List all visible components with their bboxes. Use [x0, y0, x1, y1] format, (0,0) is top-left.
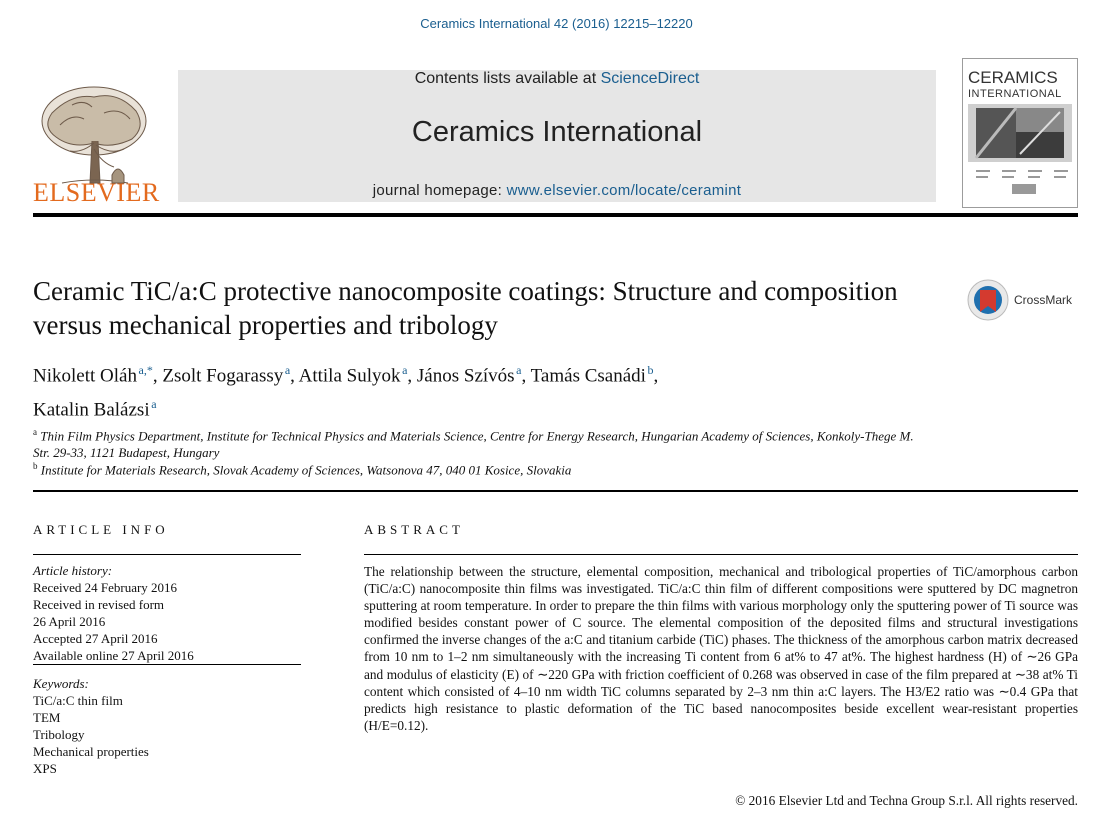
crossmark-icon[interactable] — [966, 278, 1010, 322]
abstract-body: The relationship between the structure, elemental composition, mechanical and tribological properties of TiC/amorphous carbon (TiC/a:C) nanocomposite thin films was investigated. TiC/a:C thin film of different compositions were sputtered by DC magnetron sputtering at room temperature. In order to prepare the thin films with various morphology only the sputtering power of Ti source was modified besides constant power of C source. The elemental composition of the deposited films and structural investigations confirmed the inverse changes of the a:C and titanium carbide (TiC) phases. The thickness of the amorphous carbon matrix decreased from 10 nm to 1–2 nm simultaneously with the increasing Ti content from 6 at% to 47 at%. The highest hardness (H) of ∼26 GPa and modulus of elasticity (E) of ∼220 GPa with friction coefficient of 0.268 was observed in case of the film prepared at ∼38 at% Ti content which consisted of 4–10 nm width TiC columns separated by 2–3 nm thin a:C layers. The H3/E2 ratio was ∼0.4 GPa that predicts high resistance to plastic deformation of the TiC based nanocomposites beside excellent wear-resistant properties (H/E=0.12). — [364, 564, 1078, 733]
crossmark-label[interactable]: CrossMark — [1014, 293, 1073, 307]
history-item: 26 April 2016 — [33, 614, 106, 629]
author-name[interactable]: Nikolett Oláh — [33, 365, 137, 387]
history-item: Available online 27 April 2016 — [33, 648, 194, 663]
journal-title: Ceramics International — [411, 116, 703, 148]
history-item: Accepted 27 April 2016 — [33, 631, 158, 646]
author-list: Nikolett Oláh $^{a,*}$, Zsolt Fogarassy $^a$, Attila Sulyok $^a$, János Szívós $^a$, Tamás Csanádi $^b$, Katalin Balázsi $^a$ — [33, 363, 659, 421]
contents-line — [178, 70, 936, 88]
keyword-item: TiC/a:C thin film — [33, 693, 123, 708]
article-info-divider — [33, 664, 301, 665]
keywords — [33, 675, 301, 777]
abstract-rule — [364, 554, 1078, 555]
keyword-item: Mechanical properties — [33, 744, 149, 759]
affiliation-mark: b — [33, 461, 38, 471]
article-info-rule — [33, 554, 301, 555]
author-affiliation-mark[interactable]: b — [647, 363, 654, 377]
cover-image — [968, 104, 1072, 162]
cover-title-line1: CERAMICS — [968, 68, 1058, 87]
article-history — [33, 562, 301, 664]
history-item: Received 24 February 2016 — [33, 580, 178, 595]
keywords-label: Keywords: — [33, 676, 89, 691]
homepage-line — [178, 182, 936, 199]
author-affiliation-mark[interactable]: a,* — [138, 363, 153, 377]
history-item: Received in revised form — [33, 597, 165, 612]
cover-footer-text — [976, 168, 1072, 198]
cover-title-line2: INTERNATIONAL — [968, 88, 1062, 100]
header-rule — [33, 213, 1078, 217]
cover-title — [968, 70, 1062, 102]
keyword-item: TEM — [33, 710, 61, 725]
keyword-item: Tribology — [33, 727, 85, 742]
author-name[interactable]: János Szívós — [416, 365, 515, 387]
author-name[interactable]: Zsolt Fogarassy — [162, 365, 284, 387]
article-title: Ceramic TiC/a:C protective nanocomposite coatings: Structure and composition versus mechanical properties and tribology — [33, 276, 898, 340]
author-affiliation-mark[interactable]: a — [284, 363, 291, 377]
affiliation — [33, 424, 933, 461]
abstract-heading: ABSTRACT — [364, 522, 464, 537]
homepage-prefix: journal homepage: — [372, 182, 507, 199]
author-affiliation-mark[interactable]: a — [151, 397, 157, 412]
affiliation-text: Institute for Materials Research, Slovak Academy of Sciences, Watsonova 47, 040 01 Kosice, Slovakia — [40, 462, 572, 478]
copyright-notice: © 2016 Elsevier Ltd and Techna Group S.r.l. All rights reserved. — [735, 793, 1078, 808]
section-rule — [33, 490, 1078, 492]
author-name[interactable]: Attila Sulyok — [298, 365, 401, 387]
elsevier-wordmark: ELSEVIER — [33, 178, 160, 207]
author-name[interactable]: Katalin Balázsi — [33, 399, 150, 421]
affiliation-text: Thin Film Physics Department, Institute for Technical Physics and Materials Science, Centre for Energy Research, Hungarian Academy of Sciences, Konkoly-Thege M. Str. 29-33, 1121 Budapest, Hungary — [33, 428, 914, 461]
author-affiliation-mark[interactable]: a — [516, 363, 522, 377]
keyword-item: XPS — [33, 761, 57, 776]
journal-citation[interactable]: Ceramics International 42 (2016) 12215–12220 — [420, 16, 693, 31]
affiliation — [33, 458, 933, 478]
article-info-heading: ARTICLE INFO — [33, 522, 169, 537]
author-name[interactable]: Tamás Csanádi — [530, 365, 646, 387]
history-label: Article history: — [33, 563, 113, 578]
affiliation-mark: a — [33, 427, 37, 437]
contents-prefix: Contents lists available at — [414, 70, 601, 87]
author-affiliation-mark[interactable]: a — [402, 363, 408, 377]
journal-homepage-link[interactable]: www.elsevier.com/locate/ceramint — [506, 182, 742, 199]
sciencedirect-link[interactable]: ScienceDirect — [600, 70, 700, 87]
